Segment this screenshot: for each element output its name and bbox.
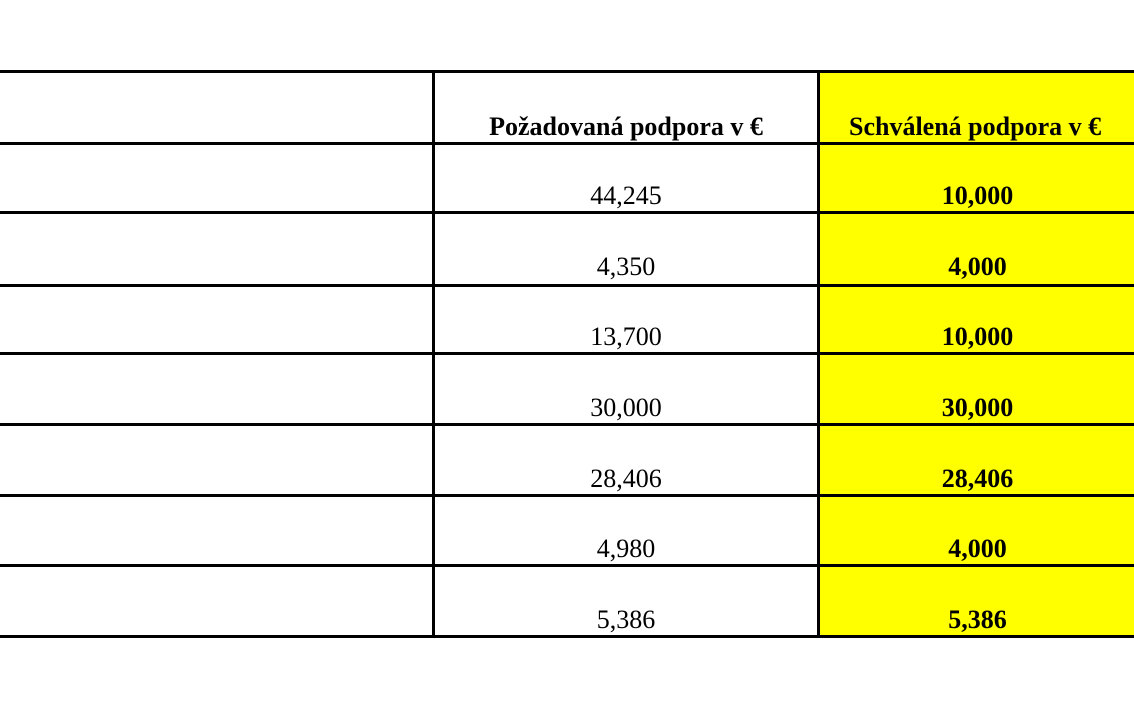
grid-line [0,423,1134,426]
table-row-requested: 4,350 [596,252,656,281]
table-row-requested: 13,700 [590,322,662,351]
table-row-requested: 4,980 [596,534,656,563]
grid-line [0,635,1134,638]
table-row-requested: 30,000 [590,393,662,422]
grid-line [0,352,1134,355]
grid-line [0,142,1134,145]
header-requested: Požadovaná podpora v € [489,112,763,141]
grid-line [0,284,1134,287]
table-row-approved: 28,406 [941,464,1014,493]
table-row-approved: 10,000 [941,181,1014,210]
grid-line [0,494,1134,497]
grid-line [0,70,1134,73]
table-row-approved: 30,000 [941,393,1014,422]
table-row-approved: 10,000 [941,322,1014,351]
table-row-requested: 5,386 [596,605,656,634]
header-approved: Schválená podpora v € [849,112,1102,141]
table-row-approved: 5,386 [948,605,1007,634]
table-row-requested: 44,245 [590,181,662,210]
grid-line [0,564,1134,567]
grid-line [0,211,1134,214]
grid-line [817,70,820,638]
table-row-approved: 4,000 [948,252,1007,281]
table-row-approved: 4,000 [948,534,1007,563]
table-row-requested: 28,406 [590,464,662,493]
